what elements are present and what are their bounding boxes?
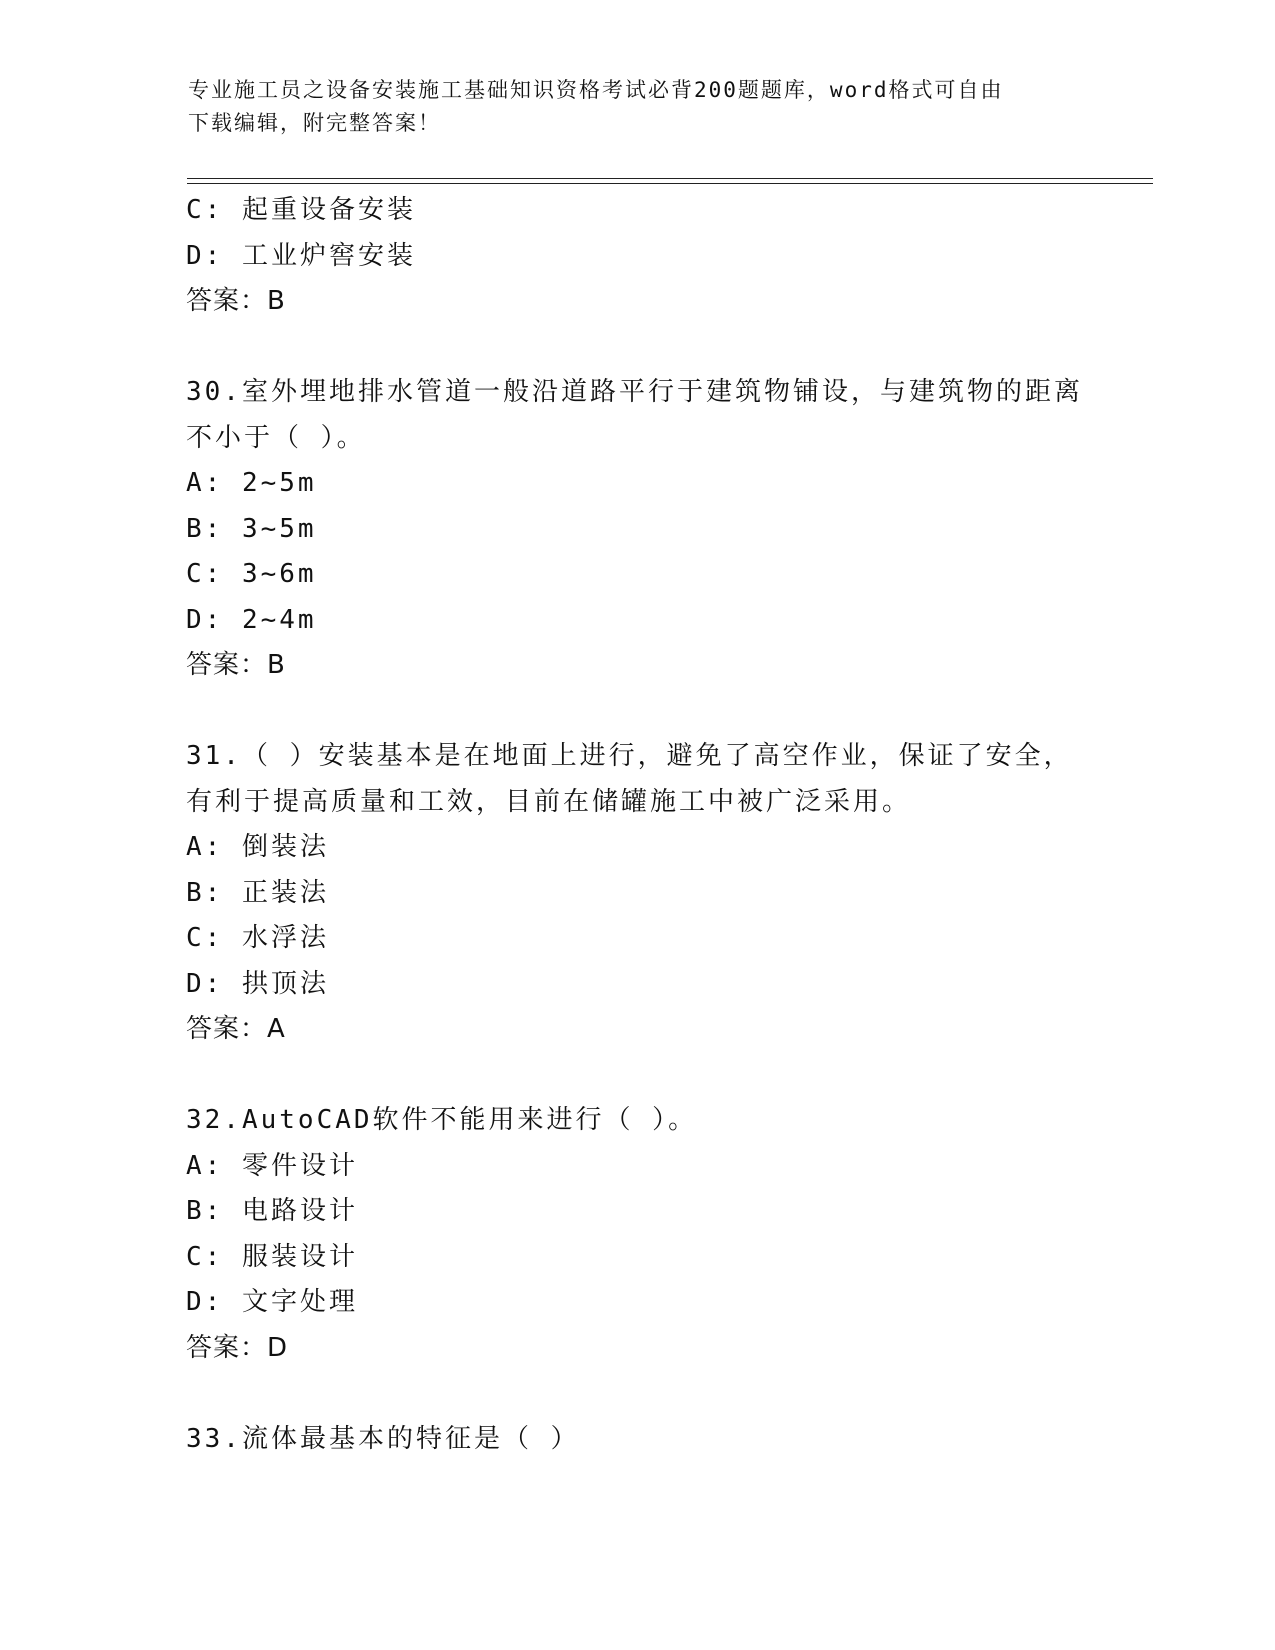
answer-line: 答案：B [186,286,286,316]
option-c: C: 起重设备安装 [186,195,416,225]
question-33 [186,1417,1146,1463]
question-31 [186,734,1146,1053]
option-a: A: 倒装法 [186,832,329,862]
option-c: C: 3~6m [186,559,317,589]
option-d: D: 2~4m [186,604,317,635]
header-divider-bottom [187,183,1153,184]
option-d: D: 拱顶法 [186,968,329,999]
header-title-line-1: 专业施工员之设备安装施工基础知识资格考试必背200题题库，word格式可自由 [188,78,1004,102]
question-stem: 有利于提高质量和工效，目前在储罐施工中被广泛采用。 [186,786,912,817]
option-a: A: 2~5m [186,468,317,498]
option-a: A: 零件设计 [186,1150,358,1181]
option-b: B: 电路设计 [186,1196,358,1226]
header-divider-top [187,178,1153,179]
question-32 [186,1098,1146,1371]
option-b: B: 3~5m [186,513,317,544]
question-stem: 31.（ ）安装基本是在地面上进行，避免了高空作业，保证了安全， [186,741,1073,771]
document-header [188,74,1088,140]
option-b: B: 正装法 [186,877,329,908]
spacer [186,325,1146,371]
question-stem: 30.室外埋地排水管道一般沿道路平行于建筑物铺设，与建筑物的距离 [186,377,1083,407]
question-29 [186,188,1146,325]
question-stem: 不小于（ ）。 [186,422,366,453]
option-c: C: 服装设计 [186,1241,358,1272]
header-title-line-2: 下载编辑，附完整答案！ [188,111,441,135]
option-d: D: 文字处理 [186,1287,358,1317]
question-list [186,188,1146,1462]
option-c: C: 水浮法 [186,923,329,953]
option-d: D: 工业炉窖安装 [186,240,416,271]
answer-line: 答案：A [186,1014,286,1044]
question-stem: 33.流体最基本的特征是（ ） [186,1423,580,1454]
spacer [186,1053,1146,1099]
question-30 [186,370,1146,689]
spacer [186,689,1146,735]
answer-line: 答案：D [186,1332,289,1363]
question-stem: 32.AutoCAD软件不能用来进行（ ）。 [186,1105,698,1135]
answer-line: 答案：B [186,650,286,680]
spacer [186,1371,1146,1417]
